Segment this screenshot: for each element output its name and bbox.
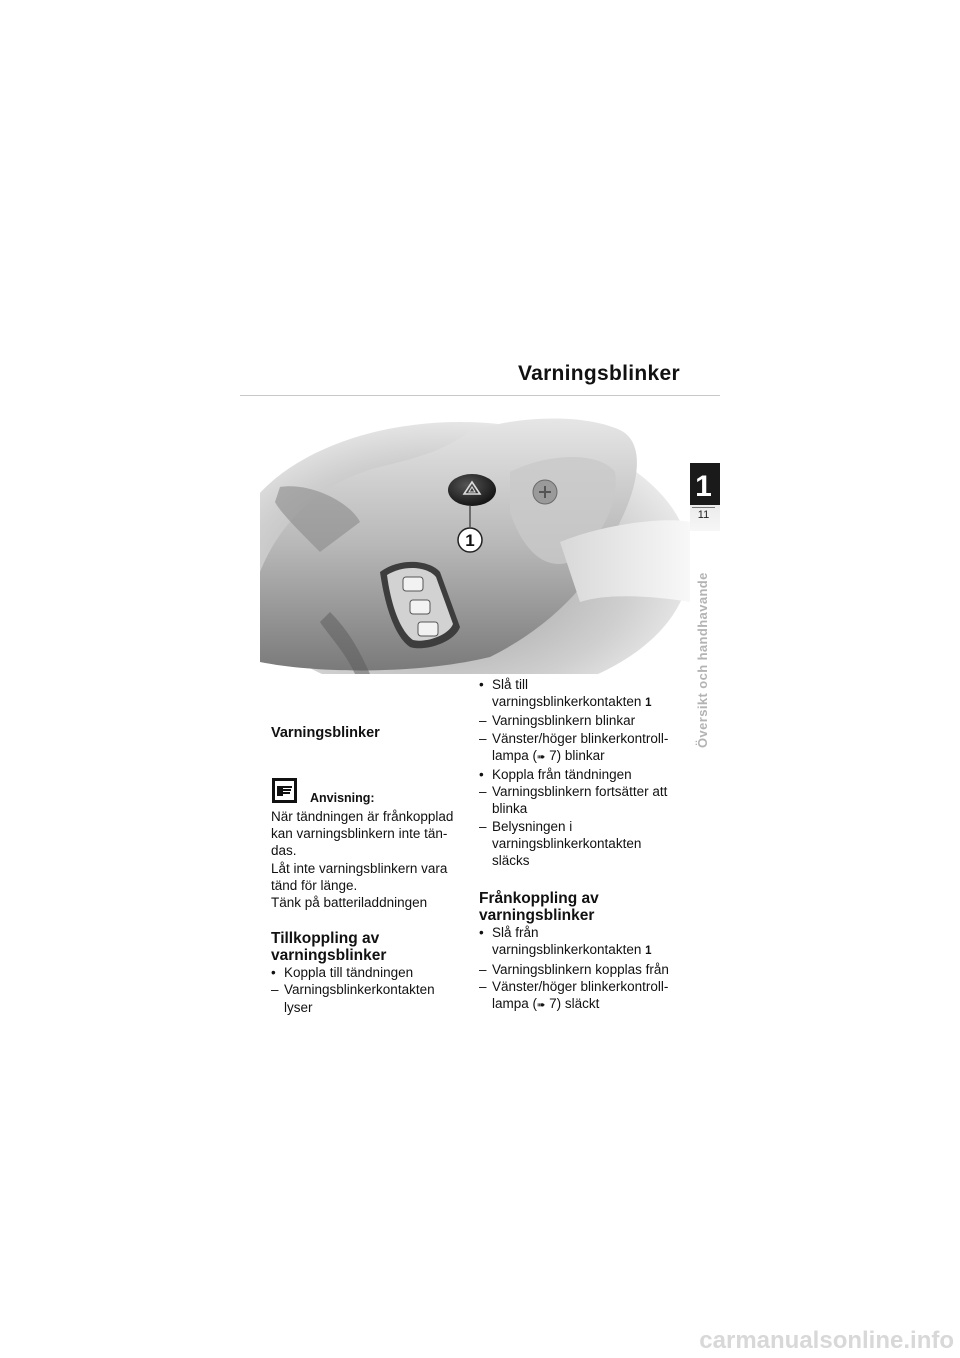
list-item: • Slå från varningsblinkerkontakten 1 bbox=[479, 925, 652, 958]
figure-callout: 1 bbox=[465, 531, 475, 550]
page-title: Varningsblinker bbox=[517, 362, 680, 385]
section-heading-warning: Varningsblinker bbox=[271, 725, 380, 741]
note-hand-icon bbox=[272, 778, 297, 803]
note-text-line: Låt inte varningsblinkern vara bbox=[271, 860, 448, 876]
list-item: – Varningsblinkern fortsätter att blinka bbox=[479, 784, 668, 817]
list-item: • Koppla till tändningen bbox=[271, 965, 414, 981]
note-text-line: tänd för länge. bbox=[271, 877, 358, 893]
note-text-line: kan varningsblinkern inte tän- bbox=[271, 826, 448, 842]
callout-ref: 1 bbox=[645, 697, 652, 710]
list-item: – Varningsblinkern kopplas från bbox=[479, 961, 669, 977]
list-item: – Vänster/höger blinkerkontroll-lampa (➠ 7) släckt bbox=[479, 978, 669, 1012]
list-item: – Vänster/höger blinkerkontroll-lampa (➠ 7) blinkar bbox=[479, 730, 669, 763]
title-divider bbox=[240, 395, 720, 396]
page-ref-arrow-icon: ➠ bbox=[537, 751, 546, 763]
watermark: carmanualsonline.info bbox=[699, 1327, 954, 1354]
list-item: – Belysningen i varningsblinkerkontakten släcks bbox=[479, 818, 642, 869]
note-text-line: När tändningen är frånkopplad bbox=[271, 809, 454, 824]
note-label: Anvisning: bbox=[310, 791, 375, 805]
page-number: 11 bbox=[697, 509, 710, 521]
note-text-line: das. bbox=[271, 843, 297, 859]
hazard-switch-photo bbox=[260, 412, 690, 674]
chapter-divider bbox=[692, 507, 715, 508]
page-ref-arrow-icon: ➠ bbox=[537, 1000, 546, 1012]
section-heading-disable: Frånkoppling av varningsblinker bbox=[479, 890, 599, 924]
list-item: • Slå till varningsblinkerkontakten 1 bbox=[479, 677, 652, 710]
note-box bbox=[271, 770, 471, 808]
chapter-side-label: Översikt och handhavande bbox=[695, 572, 710, 748]
list-item: – Varningsblinkern blinkar bbox=[479, 713, 636, 729]
list-item: • Koppla från tändningen bbox=[479, 767, 632, 783]
list-item: – Varningsblinkerkontakten lyser bbox=[271, 982, 435, 1015]
callout-ref: 1 bbox=[645, 945, 652, 958]
left-column bbox=[271, 725, 471, 1016]
section-heading-enable: Tillkoppling av varningsblinker bbox=[271, 930, 387, 964]
right-column bbox=[479, 676, 694, 1014]
note-text-line: Tänk på batteriladdningen bbox=[271, 895, 428, 911]
chapter-number: 1 bbox=[695, 470, 712, 503]
